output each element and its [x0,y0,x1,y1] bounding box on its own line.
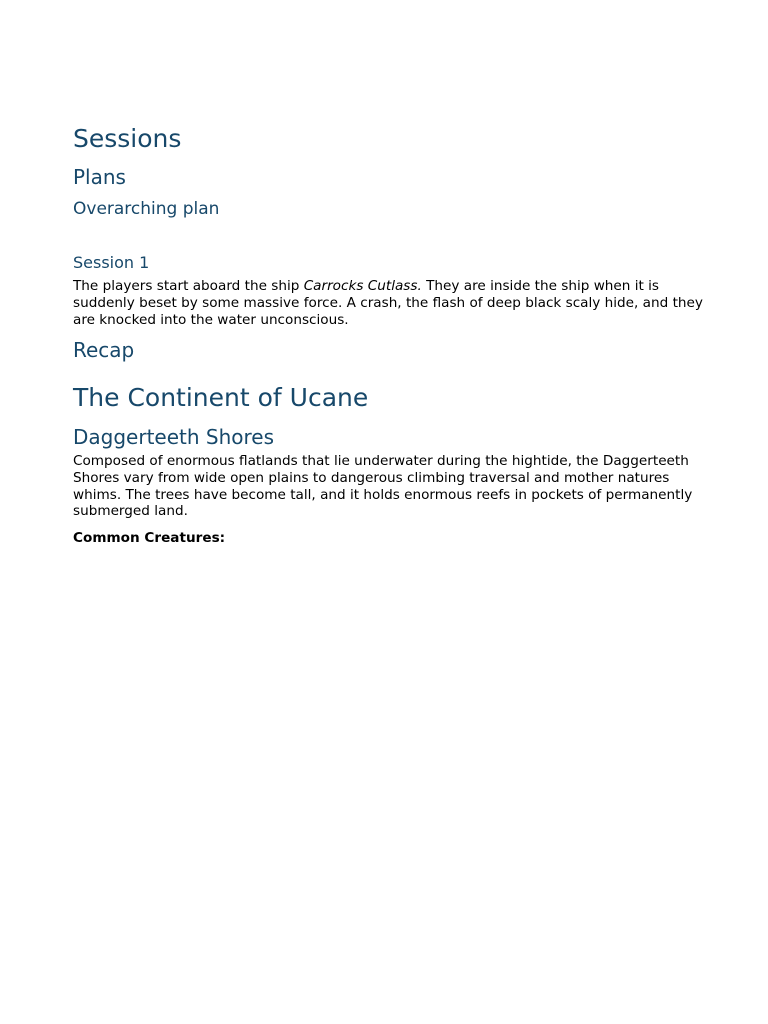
session-1-heading: Session 1 [73,253,150,272]
session-1-text-after: They are inside the ship when it is suddenly beset by some massive force. A crash, the flash of deep black scaly hide, and they are knocked into the water unconscious. [73,278,703,328]
common-creatures-label: Common Creatures: [73,530,226,546]
daggerteeth-paragraph: Composed of enormous flatlands that lie underwater during the hightide, the Daggerteeth Shores vary from wide open plains to dangerous climbing traversal and mother natures whims. The trees have become tall, and it holds enormous reefs in pockets of permanently submerged land. [73,453,693,520]
ship-name: Carrocks Cutlass. [303,278,422,294]
daggerteeth-heading: Daggerteeth Shores [73,425,275,449]
overarching-plan-heading: Overarching plan [73,199,220,219]
session-1-paragraph [73,278,703,328]
plans-heading: Plans [73,165,126,189]
continent-heading: The Continent of Ucane [73,383,369,412]
recap-heading: Recap [73,338,135,362]
sessions-heading: Sessions [73,124,182,153]
session-1-text-before: The players start aboard the ship [73,278,304,294]
